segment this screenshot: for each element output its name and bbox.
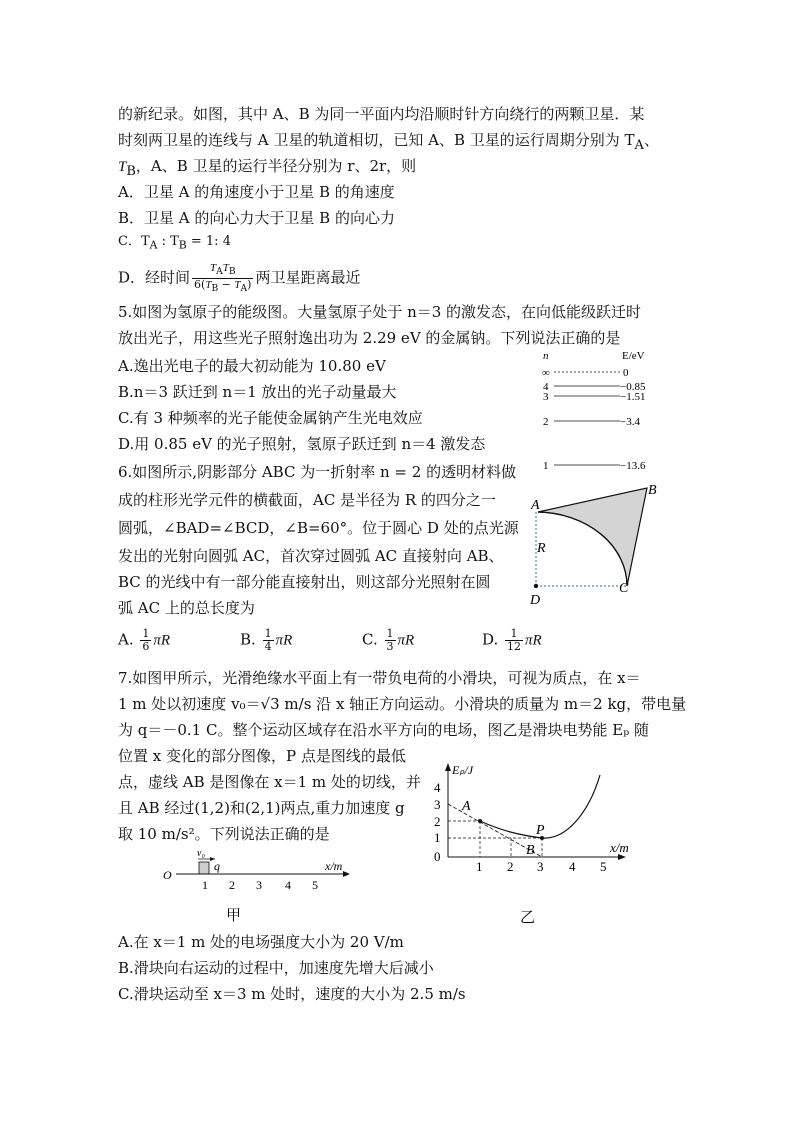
q7-line-4: 位置 x 变化的部分图像，P 点是图线的最低 xyxy=(118,747,406,765)
jia-axis-label: x/m xyxy=(325,859,343,873)
shaded-region-abc xyxy=(538,488,647,586)
q4-option-c: C．$T_A$ : $T_B = 1$: 4 xyxy=(118,234,231,252)
yi-xtick-3: 3 xyxy=(537,859,544,874)
yi-ytick-1: 1 xyxy=(434,830,441,845)
yi-xlabel: x/m xyxy=(610,840,629,855)
yi-ytick-4: 4 xyxy=(434,780,441,795)
level-value-4: −0.85 xyxy=(620,381,646,393)
label-a: A xyxy=(531,498,540,513)
yi-xtick-4: 4 xyxy=(569,859,576,874)
level-value-2: −3.4 xyxy=(620,416,640,428)
q6-line-6: 弧 AC 上的总长度为 xyxy=(118,599,255,617)
yi-xtick-1: 1 xyxy=(476,859,483,874)
e-header: E/eV xyxy=(622,350,645,362)
jia-caption: 甲 xyxy=(226,908,242,924)
level-label-1: 1 xyxy=(543,460,549,472)
figure-jia xyxy=(160,842,360,927)
jia-tick-2: 2 xyxy=(229,878,235,892)
q4-line-3: $T_B$，A、B 卫星的运行半径分别为 r、2r，则 xyxy=(118,157,417,179)
level-value-inf: 0 xyxy=(623,367,629,379)
q4-option-a: A．卫星 A 的角速度小于卫星 B 的角速度 xyxy=(118,183,395,201)
label-r: R xyxy=(537,541,546,556)
optical-element-figure xyxy=(520,476,670,616)
q6-option-c: C. $\frac{1}{3}$ πR xyxy=(362,627,415,653)
q5-line-1: 5.如图为氢原子的能级图。大量氢原子处于 n＝3 的激发态，在向低能级跃迁时 xyxy=(118,303,642,321)
jia-tick-1: 1 xyxy=(202,878,208,892)
q6-line-3: 圆弧，∠BAD=∠BCD，∠B=60°。位于圆心 D 处的点光源 xyxy=(118,519,519,537)
point-d xyxy=(534,584,538,588)
q6-line-1: 6.如图所示,阴影部分 ABC 为一折射率 n = 2 的透明材料做 xyxy=(118,463,517,481)
q7-option-b: B.滑块向右运动的过程中，加速度先增大后减小 xyxy=(118,959,434,977)
q5-option-b: B.n＝3 跃迁到 n＝1 放出的光子动量最大 xyxy=(118,383,397,401)
q6-line-4: 发出的光射向圆弧 AC，首次穿过圆弧 AC 直接射向 AB、 xyxy=(118,547,504,565)
jia-q-label: q xyxy=(214,859,220,873)
q5-option-a: A.逸出光电子的最大初动能为 10.80 eV xyxy=(118,357,386,375)
jia-tick-4: 4 xyxy=(285,878,291,892)
q5-option-d: D.用 0.85 eV 的光子照射，氢原子跃迁到 n＝4 激发态 xyxy=(118,435,486,453)
level-value-3: −1.51 xyxy=(620,391,646,403)
q6-option-b: B. $\frac{1}{4}$ πR xyxy=(240,627,293,653)
q7-option-a: A.在 x＝1 m 处的电场强度大小为 20 V/m xyxy=(118,933,404,951)
yi-caption: 乙 xyxy=(520,910,536,926)
q7-line-1: 7.如图甲所示，光滑绝缘水平面上有一带负电荷的小滑块，可视为质点，在 x＝ xyxy=(118,669,641,687)
level-label-inf: ∞ xyxy=(542,367,550,379)
q7-line-7: 取 10 m/s²。下列说法正确的是 xyxy=(118,825,330,843)
jia-v0-label: v₀ xyxy=(197,848,205,859)
label-d: D xyxy=(530,593,541,608)
q5-line-2: 放出光子，用这些光子照射逸出功为 2.29 eV 的金属钠。下列说法正确的是 xyxy=(118,329,621,347)
q4-option-b: B．卫星 A 的向心力大于卫星 B 的向心力 xyxy=(118,209,395,227)
q7-line-6: 且 AB 经过(1,2)和(2,1)两点,重力加速度 g xyxy=(118,799,405,817)
q6-option-d: D. $\frac{1}{12}$ πR xyxy=(482,627,542,653)
q7-line-5: 点，虚线 AB 是图像在 x＝1 m 处的切线，并 xyxy=(118,773,421,791)
level-value-1: −13.6 xyxy=(620,460,646,472)
q6-line-2: 成的柱形光学元件的横截面，AC 是半径为 R 的四分之一 xyxy=(118,491,496,509)
yi-xtick-0: 0 xyxy=(434,849,441,864)
yi-ytick-2: 2 xyxy=(434,814,441,829)
yi-point-a xyxy=(478,819,482,823)
yi-ylabel: Eₚ/J xyxy=(452,763,474,777)
q4-line-1: 的新纪录。如图，其中 A、B 为同一平面内均沿顺时针方向绕行的两颗卫星．某 xyxy=(118,105,645,123)
yi-ytick-3: 3 xyxy=(434,797,441,812)
q7-line-3: 为 q＝－0.1 C。整个运动区域存在沿水平方向的电场，图乙是滑块电势能 Eₚ 随 xyxy=(118,721,649,739)
yi-label-p: P xyxy=(536,823,545,838)
n-header: n xyxy=(543,350,549,362)
level-label-2: 2 xyxy=(543,416,549,428)
energy-level-diagram xyxy=(540,348,670,476)
q7-line-2: 1 m 处以初速度 v₀＝√3 m/s 沿 x 轴正方向运动。小滑块的质量为 m＝2 kg，带电量 xyxy=(118,695,687,713)
q4-line-2: 时刻两卫星的连线与 A 卫星的轨道相切，已知 A、B 卫星的运行周期分别为 $T_A$、 xyxy=(118,131,659,153)
label-b: B xyxy=(648,483,657,498)
q6-line-5: BC 的光线中有一部分能直接射出，则这部分光照射在圆 xyxy=(118,573,491,591)
figure-yi xyxy=(420,760,640,930)
time-fraction: $\frac{T_AT_B}{6(T_B - T_A)}$ xyxy=(194,262,252,295)
yi-label-b: B xyxy=(526,843,535,858)
label-c: C xyxy=(619,581,629,596)
level-label-4: 4 xyxy=(543,381,549,393)
q6-option-a: A. $\frac{1}{6}$ πR xyxy=(118,627,171,653)
jia-origin: O xyxy=(163,868,172,882)
yi-xtick-5: 5 xyxy=(600,859,607,874)
q7-option-c: C.滑块运动至 x＝3 m 处时，速度的大小为 2.5 m/s xyxy=(118,985,466,1003)
q5-option-c: C.有 3 种频率的光子能使金属钠产生光电效应 xyxy=(118,409,423,427)
level-label-3: 3 xyxy=(543,391,549,403)
q4-option-d: D．经时间 $\frac{T_AT_B}{6(T_B - T_A)}$ 两卫星距离最近 xyxy=(118,262,361,295)
yi-xtick-2: 2 xyxy=(507,859,514,874)
yi-label-a: A xyxy=(462,799,471,814)
jia-tick-5: 5 xyxy=(312,878,318,892)
jia-tick-3: 3 xyxy=(256,878,262,892)
jia-block xyxy=(199,862,209,874)
